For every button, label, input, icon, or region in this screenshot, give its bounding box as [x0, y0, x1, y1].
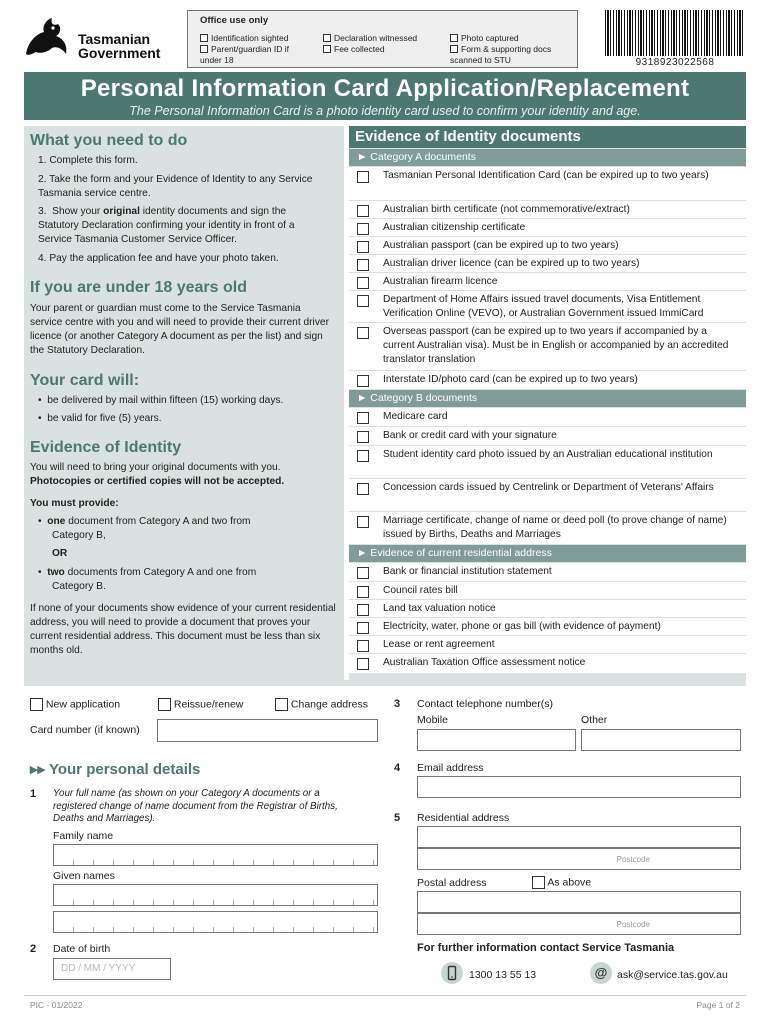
- form-code: PIC - 01/2022: [30, 1000, 83, 1010]
- family-name-label: Family name: [53, 830, 114, 842]
- logo-line2: Government: [78, 45, 161, 61]
- other-label: Other: [581, 714, 608, 726]
- postcode-label: Postcode: [616, 920, 650, 929]
- office-item: Identification sighted: [200, 33, 315, 44]
- postcode-label: Postcode: [616, 855, 650, 864]
- checkbox[interactable]: [30, 698, 43, 711]
- checkbox[interactable]: [357, 567, 369, 579]
- doc-row: Student identity card photo issued by an Australian educational institution: [349, 446, 746, 479]
- full-name-instructions: Your full name (as shown on your Category A documents or a registered change of name document from the Registrar of Births, Deaths and Marriages).: [53, 788, 338, 824]
- checkbox[interactable]: [200, 34, 208, 42]
- checkbox[interactable]: [323, 45, 331, 53]
- doc-row: Australian firearm licence: [349, 273, 746, 291]
- contact-label: Contact telephone number(s): [417, 698, 553, 710]
- checkbox[interactable]: [357, 412, 369, 424]
- under18-text: Your parent or guardian must come to the Service Tasmania service centre with you and will need to provide their current driver licence (or another Category A document as per the list) and sign the Statutory Declaration.: [30, 303, 329, 356]
- dob-field[interactable]: DD / MM / YYYY: [53, 958, 171, 980]
- doc-row: Australian passport (can be expired up to two years): [349, 237, 746, 255]
- tas-gov-logo: [22, 14, 162, 64]
- provide-option: • two documents from Category A and one from Category B.: [38, 567, 257, 592]
- question-number: 3: [394, 698, 401, 710]
- step-item: 1. Complete this form.: [38, 155, 138, 166]
- doc-row: Australian driver licence (can be expired up to two years): [349, 255, 746, 273]
- doc-row: Marriage certificate, change of name or deed poll (to prove change of name) issued by Births, Deaths and Marriages: [349, 512, 746, 545]
- checkbox[interactable]: [532, 876, 545, 889]
- step-item: 4. Pay the application fee and have your photo taken.: [38, 253, 279, 264]
- office-item: Fee collected: [323, 44, 453, 55]
- family-name-field[interactable]: [53, 844, 378, 866]
- card-point: • be valid for five (5) years.: [38, 413, 162, 424]
- change-address-option[interactable]: Change address: [275, 698, 368, 711]
- checkbox[interactable]: [450, 45, 458, 53]
- step-item: 2. Take the form and your Evidence of Identity to any Service Tasmania service centre.: [38, 174, 313, 199]
- footer-divider: [24, 995, 746, 996]
- other-phone-field[interactable]: [581, 729, 741, 751]
- checkbox[interactable]: [357, 640, 369, 652]
- barcode: [605, 10, 745, 70]
- mobile-label: Mobile: [417, 714, 448, 726]
- question-number: 1: [30, 788, 37, 800]
- card-number-label: Card number (if known): [30, 724, 140, 736]
- phone-icon: [441, 962, 463, 984]
- doc-row: Australian citizenship certificate: [349, 219, 746, 237]
- doc-row: Bank or credit card with your signature: [349, 427, 746, 446]
- doc-row: Land tax valuation notice: [349, 600, 746, 618]
- checkbox[interactable]: [275, 698, 288, 711]
- office-item: Form & supporting docs scanned to STU: [450, 44, 552, 65]
- doc-row: Medicare card: [349, 408, 746, 427]
- email-field[interactable]: [417, 776, 741, 798]
- given-names-field-2[interactable]: [53, 911, 378, 933]
- residential-field[interactable]: [417, 826, 741, 848]
- category-b-heading: ► Category B documents: [349, 390, 746, 407]
- checkbox[interactable]: [158, 698, 171, 711]
- personal-details-heading: ▸▸ Your personal details: [30, 761, 201, 778]
- doc-row: Interstate ID/photo card (can be expired up to two years): [349, 371, 746, 390]
- given-names-field[interactable]: [53, 884, 378, 906]
- devil-icon: [22, 14, 78, 62]
- checkbox[interactable]: [357, 259, 369, 271]
- checkbox[interactable]: [357, 483, 369, 495]
- postal-label: Postal address: [417, 877, 487, 889]
- checkbox[interactable]: [357, 622, 369, 634]
- question-number: 2: [30, 943, 37, 955]
- barcode-number: 9318923022568: [635, 57, 715, 68]
- further-info: For further information contact Service Tasmania: [417, 942, 675, 954]
- evidence-heading: Evidence of Identity documents: [349, 126, 746, 148]
- office-item: Declaration witnessed: [323, 33, 453, 44]
- residential-label: Residential address: [417, 812, 510, 824]
- postal-field[interactable]: [417, 891, 741, 913]
- question-number: 5: [394, 812, 401, 824]
- doc-row: Australian Taxation Office assessment notice: [349, 654, 746, 674]
- need-heading: What you need to do: [30, 132, 188, 149]
- as-above-option[interactable]: As above: [532, 876, 591, 889]
- doc-row: Lease or rent agreement: [349, 636, 746, 654]
- checkbox[interactable]: [357, 604, 369, 616]
- office-item: Parent/guardian ID if under 18: [200, 44, 289, 65]
- must-provide: You must provide:: [30, 498, 119, 509]
- checkbox[interactable]: [357, 516, 369, 528]
- barcode-bars: [605, 10, 745, 56]
- card-number-field[interactable]: [157, 719, 378, 742]
- checkbox[interactable]: [357, 295, 369, 307]
- doc-row: Council rates bill: [349, 582, 746, 600]
- email-icon: @: [590, 962, 612, 984]
- question-number: 4: [394, 762, 401, 774]
- office-item: Photo captured: [450, 33, 570, 44]
- eoi-bold: Photocopies or certified copies will not be accepted.: [30, 476, 285, 487]
- checkbox[interactable]: [357, 450, 369, 462]
- residential-note: If none of your documents show evidence of your current residential address, you will need to provide a document that proves your current residential address. This document must be less than six months old.: [30, 603, 336, 656]
- logo-line1: Tasmanian: [78, 31, 151, 47]
- card-heading: Your card will:: [30, 372, 140, 389]
- double-chevron-icon: ▸▸: [30, 761, 46, 778]
- doc-row: Department of Home Affairs issued travel documents, Visa Entitlement Verification Online (VEVO), or Australian Government issued ImmiCard: [349, 291, 746, 323]
- doc-row: Australian birth certificate (not commemorative/extract): [349, 201, 746, 219]
- checkbox[interactable]: [357, 241, 369, 253]
- mobile-field[interactable]: [417, 729, 576, 751]
- page-number: Page 1 of 2: [696, 1000, 740, 1010]
- eoi-text: You will need to bring your original documents with you.: [30, 462, 281, 473]
- under18-heading: If you are under 18 years old: [30, 279, 247, 296]
- category-address-heading: ► Evidence of current residential address: [349, 545, 746, 562]
- checkbox[interactable]: [357, 277, 369, 289]
- checkbox[interactable]: [450, 34, 458, 42]
- dob-label: Date of birth: [53, 943, 111, 955]
- reissue-option[interactable]: Reissue/renew: [158, 698, 243, 711]
- postal-field-2[interactable]: [417, 913, 741, 935]
- doc-row: Bank or financial institution statement: [349, 563, 746, 582]
- checkbox[interactable]: [357, 171, 369, 183]
- page-title: Personal Information Card Application/Replacement: [80, 75, 690, 102]
- doc-row: Overseas passport (can be expired up to two years if accompanied by a current Australian visa). Must be in English or accompanied by an accredited translator translation: [349, 323, 746, 371]
- email-label: Email address: [417, 762, 484, 774]
- checkbox[interactable]: [357, 586, 369, 598]
- provide-option: • one document from Category A and two from Category B,: [38, 516, 251, 541]
- doc-row: Concession cards issued by Centrelink or Department of Veterans' Affairs: [349, 479, 746, 512]
- checkbox[interactable]: [357, 375, 369, 387]
- checkbox[interactable]: [200, 45, 208, 53]
- page-subtitle: The Personal Information Card is a photo identity card used to confirm your identity and age.: [129, 104, 641, 118]
- eoi-heading: Evidence of Identity: [30, 439, 182, 456]
- checkbox[interactable]: [323, 34, 331, 42]
- checkbox[interactable]: [357, 658, 369, 670]
- title-bar: [24, 72, 746, 120]
- new-application-option[interactable]: New application: [30, 698, 120, 711]
- step-item: 3. Show your original identity documents and sign the Statutory Declaration confirming your identity in front of a Service Tasmania Customer Service Officer.: [38, 206, 295, 245]
- category-a-heading: ► Category A documents: [349, 149, 746, 166]
- residential-field-2[interactable]: [417, 848, 741, 870]
- doc-row: Electricity, water, phone or gas bill (with evidence of payment): [349, 618, 746, 636]
- card-point: • be delivered by mail within fifteen (15) working days.: [38, 395, 284, 406]
- checkbox[interactable]: [357, 223, 369, 235]
- checkbox[interactable]: [357, 431, 369, 443]
- or-label: OR: [52, 548, 68, 559]
- given-names-label: Given names: [53, 870, 115, 882]
- office-use-box: [187, 10, 578, 68]
- doc-row: Tasmanian Personal Identification Card (can be expired up to two years): [349, 167, 746, 201]
- panel-bottom-band: [24, 680, 746, 686]
- contact-email[interactable]: ask@service.tas.gov.au: [617, 969, 728, 981]
- checkbox[interactable]: [357, 327, 369, 339]
- phone-number[interactable]: 1300 13 55 13: [469, 969, 537, 981]
- office-use-title: Office use only: [200, 15, 269, 26]
- checkbox[interactable]: [357, 205, 369, 217]
